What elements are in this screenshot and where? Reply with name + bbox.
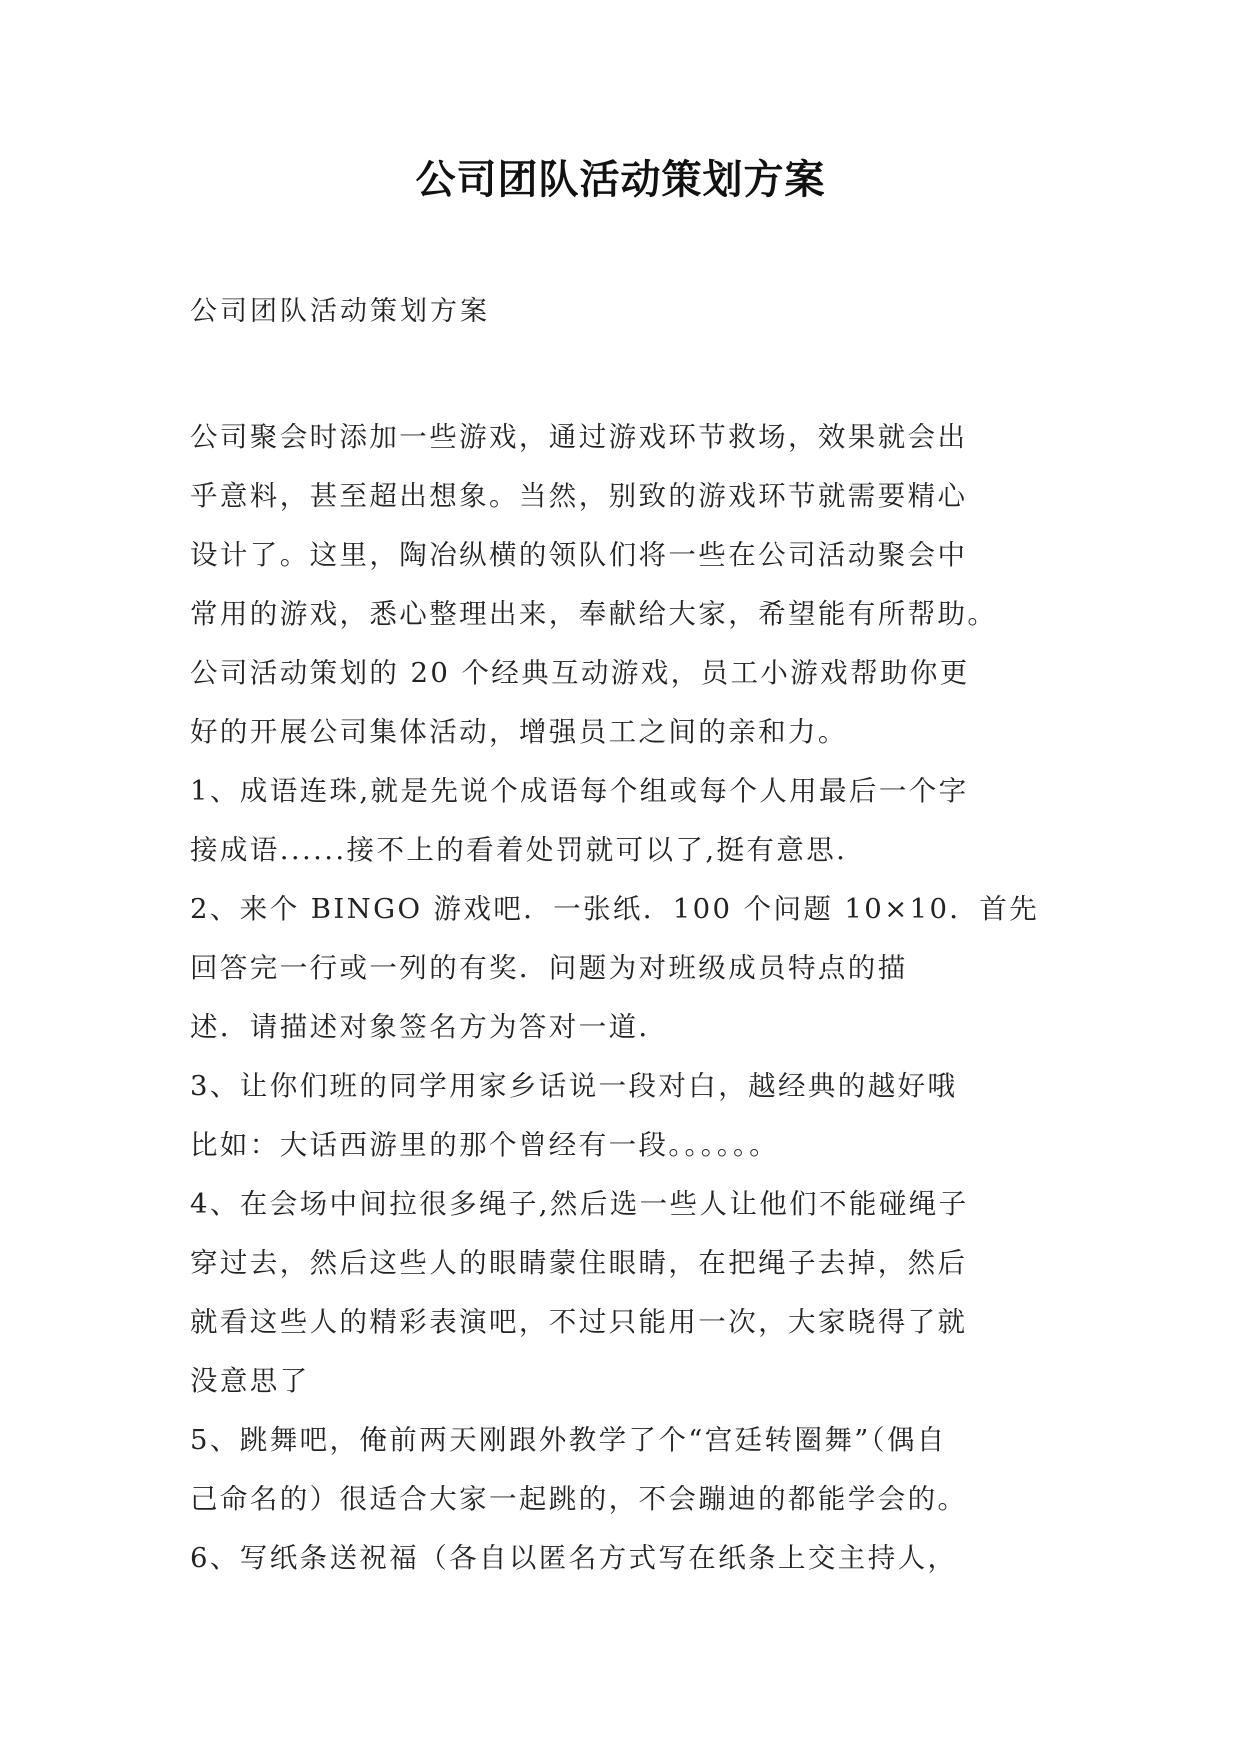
body-line: 公司聚会时添加一些游戏，通过游戏环节救场，效果就会出: [190, 421, 968, 453]
body-line: 2、来个 BINGO 游戏吧．一张纸．100 个问题 10×10．首先: [190, 893, 1040, 925]
body-line: 公司活动策划的 20 个经典互动游戏，员工小游戏帮助你更: [190, 657, 970, 689]
body-line: 1、成语连珠,就是先说个成语每个组或每个人用最后一个字: [190, 775, 969, 807]
body-line: 述．请描述对象签名方为答对一道．: [190, 1011, 669, 1043]
body-line: 6、写纸条送祝福（各自以匿名方式写在纸条上交主持人，: [190, 1542, 958, 1574]
body-line: 常用的游戏，悉心整理出来，奉献给大家，希望能有所帮助。: [190, 598, 998, 630]
body-line: 设计了。这里，陶冶纵横的领队们将一些在公司活动聚会中: [190, 539, 968, 571]
body-line: 比如：大话西游里的那个曾经有一段。。。。。。: [190, 1129, 780, 1161]
body-line: 接成语......接不上的看着处罚就可以了,挺有意思.: [190, 834, 848, 866]
body-line: 乎意料，甚至超出想象。当然，别致的游戏环节就需要精心: [190, 480, 968, 512]
body-line: 己命名的）很适合大家一起跳的，不会蹦迪的都能学会的。: [190, 1483, 968, 1515]
body-line: 3、让你们班的同学用家乡话说一段对白，越经典的越好哦: [190, 1070, 958, 1102]
body-line: 没意思了: [190, 1365, 310, 1397]
body-line: 4、在会场中间拉很多绳子,然后选一些人让他们不能碰绳子: [190, 1188, 969, 1220]
document-title: 公司团队活动策划方案: [415, 156, 826, 203]
document-subtitle: 公司团队活动策划方案: [190, 296, 490, 327]
body-line: 就看这些人的精彩表演吧，不过只能用一次，大家晓得了就: [190, 1306, 968, 1338]
body-line: 穿过去，然后这些人的眼睛蒙住眼睛，在把绳子去掉，然后: [190, 1247, 968, 1279]
body-line: 好的开展公司集体活动，增强员工之间的亲和力。: [190, 716, 848, 748]
body-line: 5、跳舞吧，俺前两天刚跟外教学了个“宫廷转圈舞”（偶自: [190, 1424, 947, 1456]
body-line: 回答完一行或一列的有奖．问题为对班级成员特点的描: [190, 952, 908, 984]
document-body: [190, 408, 1050, 1588]
